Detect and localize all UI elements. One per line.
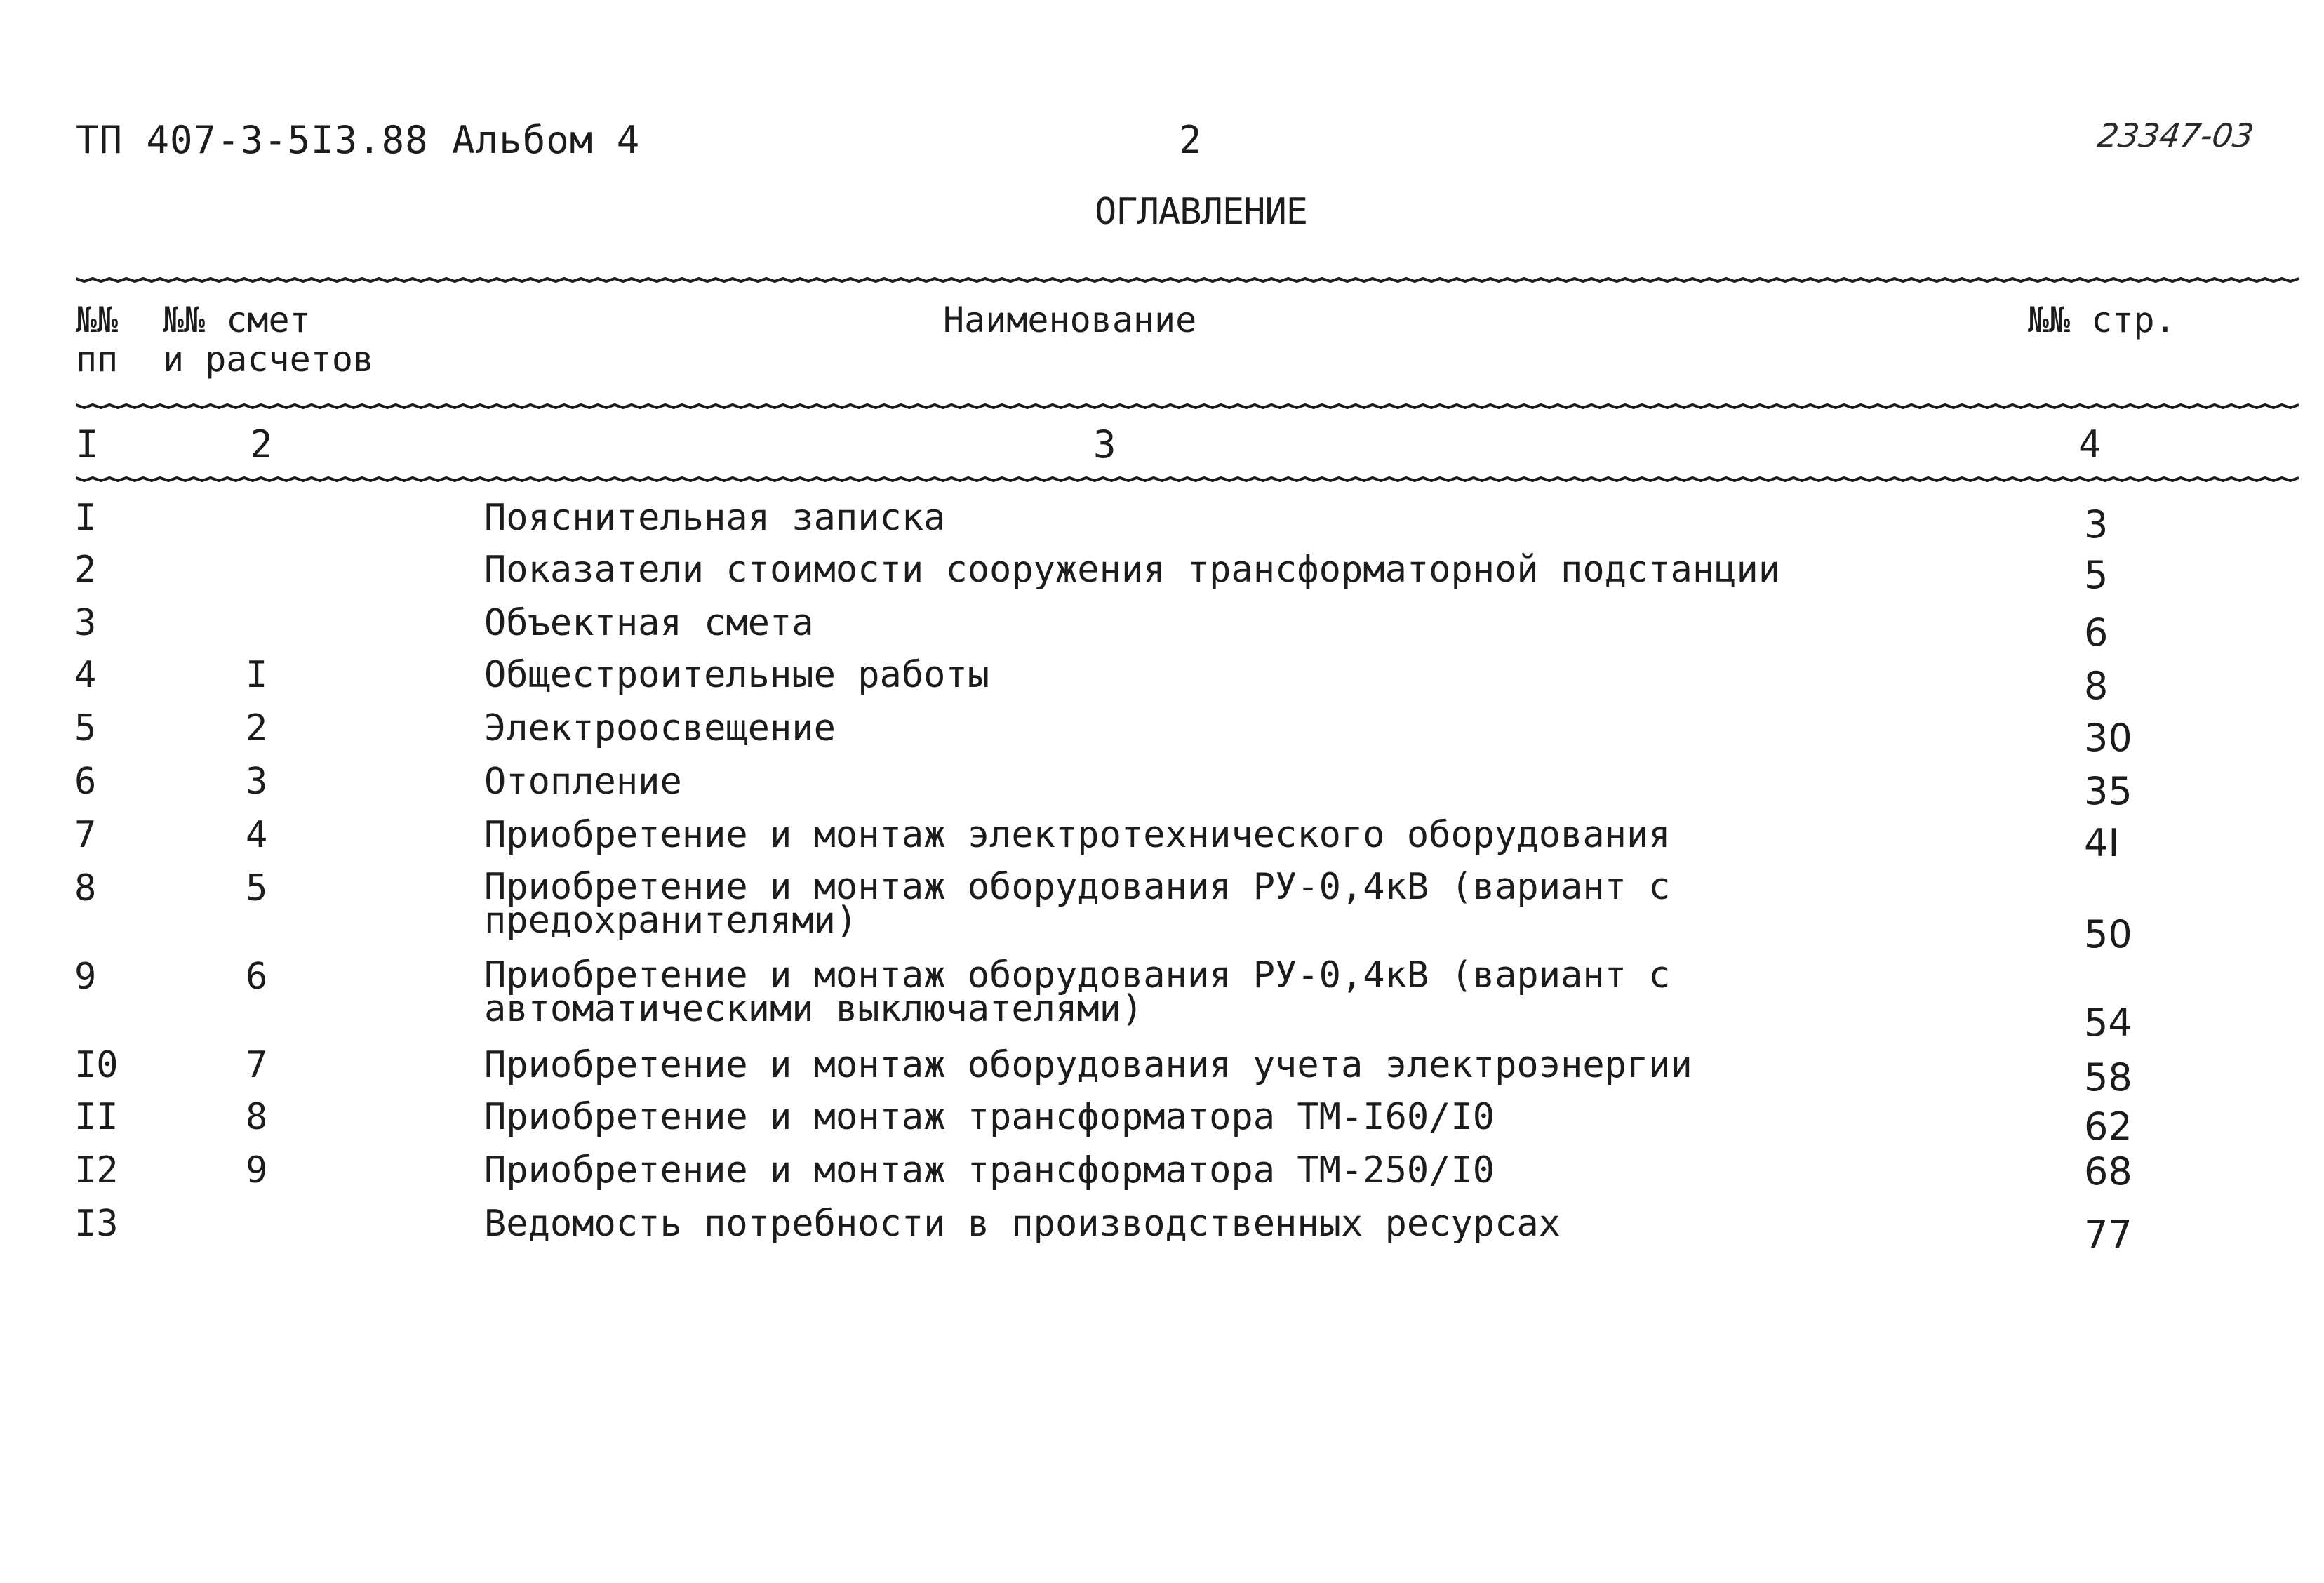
page-title: ОГЛАВЛЕНИЕ <box>1095 191 1308 233</box>
column-index: 4 <box>2078 422 2102 467</box>
item-name-line: Отопление <box>484 761 682 803</box>
item-name-line: автоматическими выключателями) <box>484 988 1144 1030</box>
page-ref: 3 <box>2084 502 2109 547</box>
item-name-line: Приобретение и монтаж оборудования РУ-0,4кВ (вариант с <box>484 954 1671 996</box>
estimate-number: 9 <box>246 1149 268 1191</box>
header-bottom-rule <box>76 401 2300 411</box>
page-ref: 77 <box>2084 1213 2132 1257</box>
item-name-line: Приобретение и монтаж трансформатора ТМ-I60/I0 <box>484 1096 1495 1138</box>
item-name <box>484 602 814 644</box>
item-name <box>484 1044 1692 1086</box>
column-header-line: №№ стр. <box>2028 300 2176 340</box>
column-header-page <box>2028 300 2176 340</box>
item-name-line: предохранителями) <box>484 900 858 942</box>
page-ref: 54 <box>2084 1001 2132 1045</box>
page-ref: 8 <box>2084 664 2109 708</box>
page-ref: 4I <box>2084 821 2120 865</box>
estimate-number: 8 <box>246 1096 268 1138</box>
page-number: 2 <box>1179 118 1202 162</box>
item-name <box>484 761 682 803</box>
page-ref: 6 <box>2084 610 2109 655</box>
item-number: 2 <box>74 549 97 591</box>
item-name <box>484 1149 1495 1191</box>
item-number: I0 <box>74 1044 119 1086</box>
column-header-item-number <box>76 300 118 379</box>
column-header-line: Наименование <box>943 300 1197 340</box>
archive-number: 23347-03 <box>2095 116 2257 154</box>
item-number: 4 <box>74 654 97 696</box>
column-header-line: и расчетов <box>163 339 375 380</box>
item-number: 5 <box>74 707 97 749</box>
item-name-line: Приобретение и монтаж электротехнического оборудования <box>484 814 1671 856</box>
page-ref: 68 <box>2084 1149 2132 1194</box>
estimate-number: 7 <box>246 1044 268 1086</box>
page-ref: 35 <box>2084 769 2132 813</box>
column-index: 3 <box>1093 422 1116 467</box>
item-number: I3 <box>74 1203 119 1245</box>
item-name-line: Ведомость потребности в производственных ресурсах <box>484 1203 1561 1245</box>
item-number: 6 <box>74 761 97 803</box>
item-name <box>484 497 946 539</box>
item-name <box>484 1203 1561 1245</box>
item-name <box>484 954 1671 1030</box>
page-ref: 62 <box>2084 1104 2132 1149</box>
column-index: I <box>76 422 99 467</box>
item-name-line: Приобретение и монтаж трансформатора ТМ-250/I0 <box>484 1149 1495 1191</box>
estimate-number: 4 <box>246 814 268 856</box>
table-top-rule <box>76 275 2300 285</box>
page-ref: 58 <box>2084 1055 2132 1100</box>
column-header-line: №№ смет <box>163 300 311 340</box>
estimate-number: 5 <box>246 867 268 909</box>
item-number: I2 <box>74 1149 119 1191</box>
page-ref: 30 <box>2084 716 2132 760</box>
item-name-line: Приобретение и монтаж оборудования учета электроэнергии <box>484 1044 1692 1086</box>
item-name <box>484 1096 1495 1138</box>
item-name <box>484 654 990 696</box>
item-name <box>484 707 836 749</box>
item-name-line: Объектная смета <box>484 602 814 644</box>
item-number: 8 <box>74 867 97 909</box>
item-name <box>484 549 1781 591</box>
item-number: I <box>74 497 97 539</box>
item-number: 9 <box>74 956 97 998</box>
item-name <box>484 866 1671 942</box>
item-name-line: Электроосвещение <box>484 707 836 749</box>
item-number: 7 <box>74 814 97 856</box>
estimate-number: I <box>246 654 268 696</box>
item-number: 3 <box>74 602 97 644</box>
item-number: II <box>74 1096 119 1138</box>
item-name-line: Пояснительная записка <box>484 497 946 539</box>
item-name-line: Общестроительные работы <box>484 654 990 696</box>
item-name-line: Приобретение и монтаж оборудования РУ-0,4кВ (вариант с <box>484 866 1671 908</box>
index-row-rule <box>76 474 2300 484</box>
column-header-line: №№ <box>76 300 119 340</box>
estimate-number: 3 <box>246 761 268 803</box>
item-name-line: Показатели стоимости сооружения трансформаторной подстанции <box>484 549 1781 591</box>
item-name <box>484 814 1671 856</box>
estimate-number: 2 <box>246 707 268 749</box>
page-ref: 5 <box>2084 553 2109 597</box>
column-index: 2 <box>250 422 273 467</box>
column-header-name <box>943 300 1196 340</box>
estimate-number: 6 <box>246 956 268 998</box>
column-header-line: пп <box>76 339 119 380</box>
document-code: ТП 407-3-5I3.88 Альбом 4 <box>76 118 641 162</box>
page-ref: 50 <box>2084 912 2132 956</box>
column-header-estimate-number <box>163 300 374 379</box>
